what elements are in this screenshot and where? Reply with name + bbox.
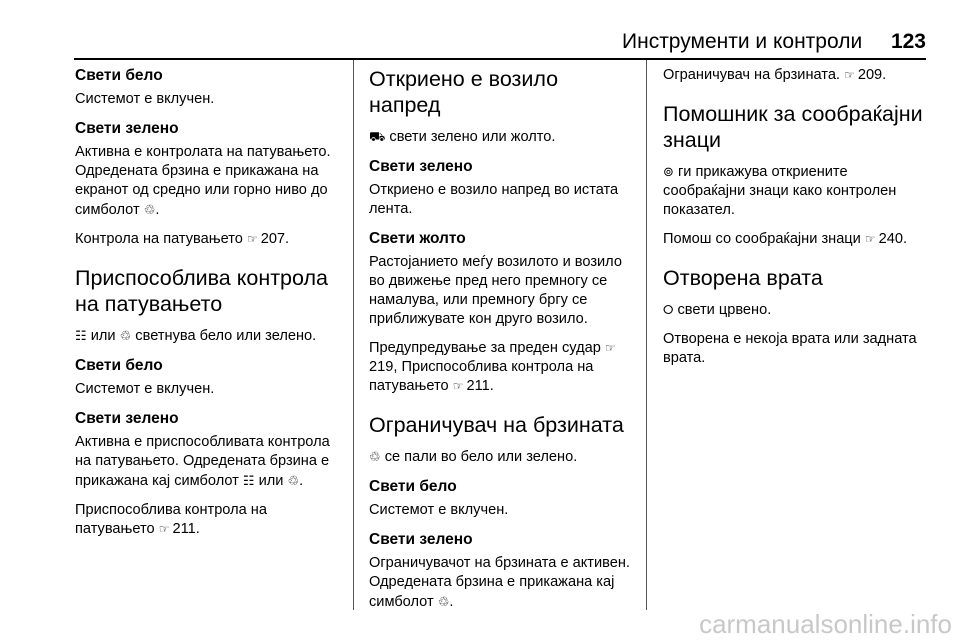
heading-white: Свети бело [75,67,163,84]
section-title-adaptive: Приспособлива контрола на патувањето [75,266,329,316]
cruise-control-icon: ♲ [287,473,300,488]
cruise-active-text: Активна е контролата на патувањето. Одредената брзина е прикажана на екранот од средно или горно ниво до симболот [75,144,331,218]
cross-reference-link[interactable]: ☞ 207. [247,231,289,247]
cross-reference-link[interactable]: ☞ 219, Приспособлива контрола на патувањето [369,340,619,394]
traffic-sign-icon: ⊚ [663,164,674,179]
cross-reference-link[interactable]: ☞ 211. [159,521,200,537]
heading-green: Свети зелено [75,410,179,427]
column-divider [353,60,354,610]
paragraph-limiter-intro [369,447,634,467]
adaptive-ref-text: Приспособлива контрола на патувањето [75,502,267,537]
paragraph-cruise-ref [75,230,345,249]
limiter-intro-text: се пали во бело или зелено. [380,449,578,465]
page-number: 123 [890,30,926,53]
column-2 [369,66,634,622]
vehicle-intro-text: свети зелено или жолто. [385,129,556,145]
paragraph-door-intro [663,300,928,320]
text-system-on: Системот е вклучен. [75,381,215,397]
vehicle-ahead-icon: ⛟ [369,129,386,144]
paragraph-cruise-active: Активна е контролата на патувањето. Одредената брзина е прикажана на екранот од средно или горно ниво до симболот ♲. [75,144,331,218]
page-header [74,26,926,60]
heading-green: Свети зелено [369,531,473,548]
paragraph-collision-ref [369,339,634,396]
header-rule [74,58,926,60]
cross-reference-link[interactable]: ☞ 209. [844,67,886,83]
door-open-icon: ⭘ [663,302,674,317]
text-vehicle-detected: Откриено е возило напред во истата лента. [369,182,619,217]
column-divider [646,60,647,610]
traffic-intro-text: ги прикажува откриените сообраќајни знаци како контролен показател. [663,164,897,218]
adaptive-active-text: Активна е приспособливата контрола на патувањето. Одредената брзина е прикажана кај симболот [75,434,330,489]
paragraph-traffic-intro [663,162,928,220]
text-system-on: Системот е вклучен. [75,91,215,107]
text-distance-warning: Растојанието меѓу возилото и возило во движење пред него премногу се намалува, или премногу бргу се приближувате кон друго возило. [369,254,622,327]
adaptive-cruise-icon: ☷ [75,328,87,343]
cross-reference-link[interactable]: ☞ 240. [865,231,907,247]
column-1 [75,66,345,549]
heading-green: Свети зелено [75,120,179,137]
watermark: carmanualsonline.info [699,609,952,639]
section-title-speed-limiter: Ограничувач на брзината [369,413,624,437]
adaptive-or-text: или [254,473,288,489]
cruise-control-icon: ♲ [143,202,156,217]
adaptive-or-text: или [86,328,120,344]
paragraph-limiter-active: Ограничувачот на брзината е активен. Одредената брзина е прикажана кај симболот ♲. [369,555,630,610]
section-title-vehicle-ahead: Откриено е возило напред [369,67,559,117]
text-door-open: Отворена е некоја врата или задната врата. [663,331,917,366]
section-title-door-open: Отворена врата [663,266,823,290]
header-title: Инструменти и контроли [622,30,863,53]
adaptive-intro-text: светнува бело или зелено. [131,328,317,344]
cruise-control-icon: ♲ [119,328,132,343]
paragraph-vehicle-intro [369,127,634,147]
heading-white: Свети бело [369,478,457,495]
heading-yellow: Свети жолто [369,230,466,247]
traffic-ref-text: Помош со сообраќајни знаци [663,231,861,247]
paragraph-adaptive-ref [75,501,345,539]
collision-ref-text: Предупредување за преден судар [369,340,601,356]
paragraph-adaptive-active: Активна е приспособливата контрола на патувањето. Одредената брзина е прикажана кај симболот ☷ или ♲. [75,434,330,489]
section-title-traffic-sign: Помошник за сообраќајни знаци [663,102,923,152]
speed-limiter-icon: ♲ [369,449,381,464]
speed-limiter-icon: ♲ [437,594,450,609]
heading-white: Свети бело [75,357,163,374]
cruise-ref-text: Контрола на патувањето [75,231,243,247]
column-3 [663,66,928,378]
paragraph-limiter-ref [663,66,928,85]
heading-green: Свети зелено [369,158,473,175]
paragraph-adaptive-intro [75,326,345,346]
door-intro-text: свети црвено. [673,302,772,318]
adaptive-cruise-icon: ☷ [242,473,255,488]
text-system-on: Системот е вклучен. [369,502,509,518]
paragraph-traffic-ref [663,230,928,249]
cross-reference-link[interactable]: ☞ 211. [453,378,494,394]
limiter-ref-text: Ограничувач на брзината. [663,67,840,83]
limiter-active-text: Ограничувачот на брзината е активен. Одредената брзина е прикажана кај симболот [369,555,630,610]
